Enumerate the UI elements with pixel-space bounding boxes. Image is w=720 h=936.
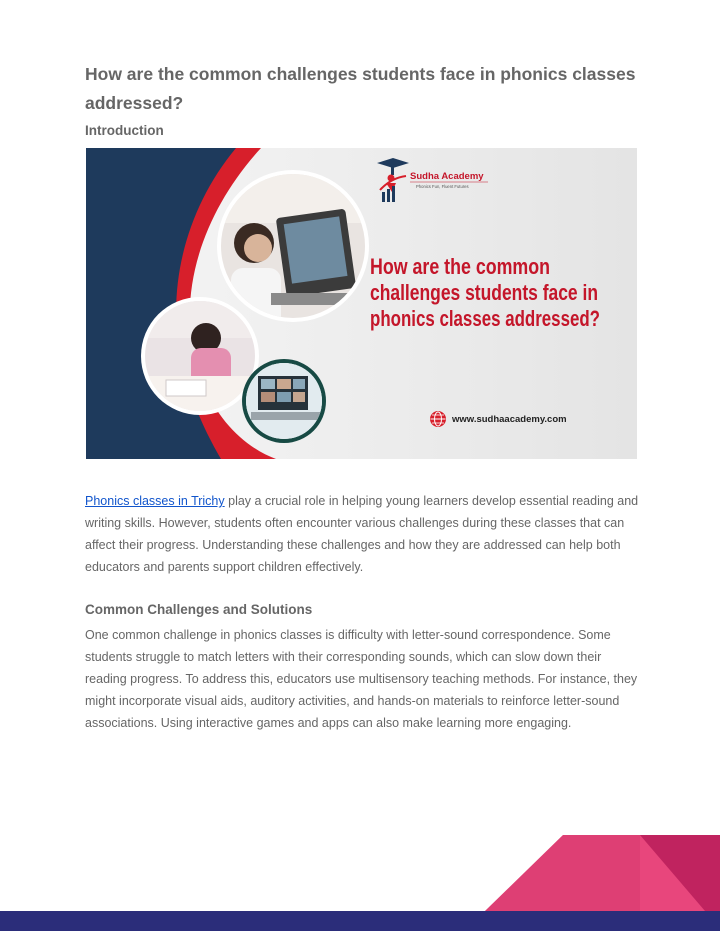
intro-paragraph xyxy=(85,490,645,578)
intro-heading: Introduction xyxy=(85,123,164,138)
footer-bar xyxy=(0,911,720,931)
page-title: How are the common challenges students face in phonics classes addressed? xyxy=(85,64,636,113)
phonics-classes-link[interactable]: Phonics classes in Trichy xyxy=(85,494,225,508)
challenges-paragraph: One common challenge in phonics classes is difficulty with letter-sound correspondence. Some students struggle to match letters with their corresponding sounds, which can slow down their reading progress. To address this, educators use multisensory teaching methods. For instance, they might incorporate visual aids, auditory activities, and hands-on materials to reinforce letter-sound associations. Using interactive games and apps can also make learning more engaging. xyxy=(85,628,638,730)
section-heading: Common Challenges and Solutions xyxy=(85,602,313,617)
banner-headline-line-2: challenges students face in xyxy=(370,280,598,305)
website-url: www.sudhaacademy.com xyxy=(452,414,567,425)
brand-tagline: Phonics Fun, Fluent Futures xyxy=(416,184,469,189)
globe-icon xyxy=(430,411,446,427)
banner-headline-line-1: How are the common xyxy=(370,254,550,279)
intro-paragraph-text: play a crucial role in helping young learners develop essential reading and writing skills. However, students often encounter various challenges during these classes that can affect their progress. Understanding these challenges and how they are addressed can help both educators and parents support children effectively. xyxy=(85,494,639,574)
banner-image xyxy=(86,148,637,459)
banner-headline-line-3: phonics classes addressed? xyxy=(370,306,600,331)
brand-name: Sudha Academy xyxy=(410,171,484,182)
